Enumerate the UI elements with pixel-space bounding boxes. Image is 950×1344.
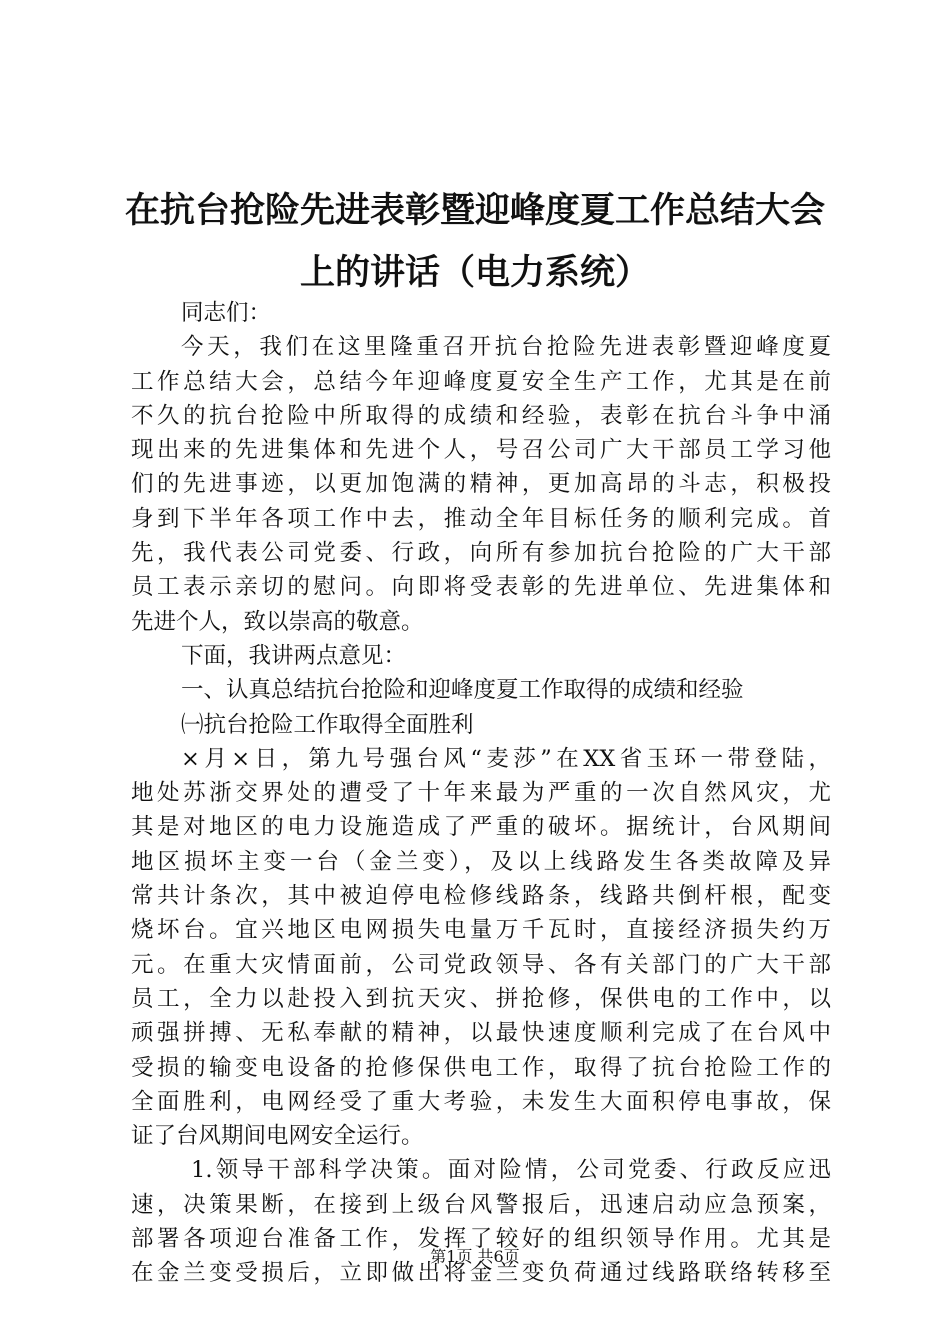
text-line: 地区损坏主变一台（金兰变），及以上线路发生各类故障及异 xyxy=(131,848,831,875)
text-line: 工作总结大会，总结今年迎峰度夏安全生产工作，尤其是在前 xyxy=(131,368,831,395)
text-line: 地处苏浙交界处的遭受了十年来最为严重的一次自然风灾，尤 xyxy=(131,780,831,807)
text-line: 身到下半年各项工作中去，推动全年目标任务的顺利完成。首 xyxy=(131,505,831,532)
text-line: 受损的输变电设备的抢修保供电工作，取得了抗台抢险工作的 xyxy=(131,1054,831,1081)
text-line: 速，决策果断，在接到上级台风警报后，迅速启动应急预案， xyxy=(131,1191,831,1218)
text-line: 先，我代表公司党委、行政，向所有参加抗台抢险的广大干部 xyxy=(131,540,831,567)
text-line: 在金兰变受损后，立即做出将金兰变负荷通过线路联络转移至 xyxy=(131,1260,831,1287)
text-line: 常共计条次，其中被迫停电检修线路条，线路共倒杆根，配变 xyxy=(131,883,831,910)
text-line: 顽强拼搏、无私奉献的精神，以最快速度顺利完成了在台风中 xyxy=(131,1020,831,1047)
section-heading: 一、认真总结抗台抢险和迎峰度夏工作取得的成绩和经验 xyxy=(181,677,744,704)
title-line-1: 在抗台抢险先进表彰暨迎峰度夏工作总结大会 xyxy=(124,191,825,231)
text-line: ×月×日，第九号强台风“麦莎”在XX省玉环一带登陆， xyxy=(181,745,831,772)
text-line: 部署各项迎台准备工作，发挥了较好的组织领导作用。尤其是 xyxy=(131,1226,831,1253)
text-line: 证了台风期间电网安全运行。 xyxy=(131,1123,424,1150)
text-line: 员工，全力以赴投入到抗天灾、拼抢修，保供电的工作中，以 xyxy=(131,985,831,1012)
text-line: 先进个人，致以崇高的敬意。 xyxy=(131,608,424,635)
subsection-heading: ㈠抗台抢险工作取得全面胜利 xyxy=(181,711,474,738)
text-line: 今天，我们在这里隆重召开抗台抢险先进表彰暨迎峰度夏 xyxy=(181,334,831,361)
salutation: 同志们： xyxy=(181,300,272,326)
text-line: 不久的抗台抢险中所取得的成绩和经验，表彰在抗台斗争中涌 xyxy=(131,402,831,429)
text-line: 下面，我讲两点意见： xyxy=(181,642,407,669)
text-line: 烧坏台。宜兴地区电网损失电量万千瓦时，直接经济损失约万 xyxy=(131,917,831,944)
text-line: 们的先进事迹，以更加饱满的精神，更加高昂的斗志，积极投 xyxy=(131,471,831,498)
text-line: 元。在重大灾情面前，公司党政领导、各有关部门的广大干部 xyxy=(131,951,831,978)
document-title xyxy=(100,180,850,304)
text-line: 员工表示亲切的慰问。向即将受表彰的先进单位、先进集体和 xyxy=(131,574,831,601)
text-line: 全面胜利，电网经受了重大考验，未发生大面积停电事故，保 xyxy=(131,1088,831,1115)
text-line: 现出来的先进集体和先进个人，号召公司广大干部员工学习他 xyxy=(131,437,831,464)
title-line-2: 上的讲话（电力系统） xyxy=(299,253,650,293)
page-number: 第1页 共6页 xyxy=(430,1247,520,1266)
page-footer xyxy=(0,1244,950,1267)
numbered-item: 1.领导干部科学决策。面对险情，公司党委、行政反应迅 xyxy=(191,1157,831,1184)
text-line: 其是对地区的电力设施造成了严重的破坏。据统计，台风期间 xyxy=(131,814,831,841)
document-body xyxy=(131,296,831,1291)
